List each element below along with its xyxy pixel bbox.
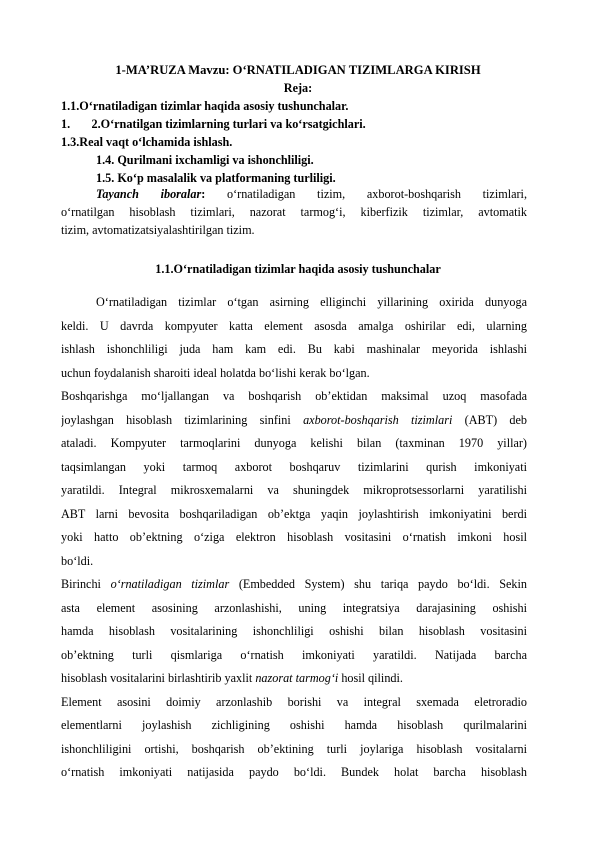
body-line: keldi. U davrda kompyuter katta element asosda amalga oshirilar edi, ularning xyxy=(61,318,527,333)
lecture-title: 1-MA’RUZA Mavzu: O‘RNATILADIGAN TIZIMLARGA KIRISH xyxy=(115,63,481,77)
body-line: uchun foydalanish sharoiti ideal holatda bo‘lishi kerak bo‘lgan. xyxy=(61,365,370,380)
emphasized-term: nazorat tarmog‘i xyxy=(255,671,339,685)
keywords-paragraph: Tayanch iboralar: o‘rnatiladigan tizim, axborot-boshqarish tizimlari, o‘rnatilgan hisoblash tizimlari, nazorat tarmog‘i, kiberfizik tizimlar, avtomatik tizim, avtomatizatsiyalashtirilgan tizim. xyxy=(61,187,527,237)
section-body xyxy=(61,291,527,785)
body-line: Boshqarishga mo‘ljallangan va boshqarish ob’ektidan maksimal uzoq masofada xyxy=(61,389,527,403)
plan-item: 1.1.O‘rnatiladigan tizimlar haqida asosiy tushunchalar. xyxy=(61,99,349,113)
body-line: hisoblash vositalarini birlashtirib yaxlit nazorat tarmog‘i hosil qilindi. xyxy=(61,671,403,685)
body-line: elementlarni joylashish zichligining oshishi hamda hisoblash qurilmalarini xyxy=(61,718,527,732)
body-line: ishlash ishonchliligi juda ham kam edi. Bu kabi mashinalar meyorida ishlashi xyxy=(61,342,527,356)
emphasized-term: o‘rnatiladigan tizimlar xyxy=(110,577,230,591)
plan-item: 1.3.Real vaqt o‘lchamida ishlash. xyxy=(61,135,233,149)
keywords-line: o‘rnatilgan hisoblash tizimlari, nazorat tarmog‘i, kiberfizik tizimlar, avtomatik xyxy=(61,205,527,219)
body-line: asta element asosining arzonlashishi, uning integratsiya darajasining oshishi xyxy=(61,600,527,615)
body-line: taqsimlangan yoki tarmoq axborot boshqaruv tizimlarini qurish imkoniyati xyxy=(61,459,527,474)
keywords-label: Tayanch iboralar xyxy=(96,187,202,201)
plan-item: 1.5. Ko‘p masalalik va platformaning turliligi. xyxy=(96,171,336,185)
keywords-line: tizim, avtomatizatsiyalashtirilgan tizim. xyxy=(61,223,255,237)
body-line: Birinchi o‘rnatiladigan tizimlar (Embedded System) shu tariqa paydo bo‘ldi. Sekin xyxy=(61,577,527,591)
plan-heading: Reja: xyxy=(283,81,313,95)
body-line: joylashgan hisoblash tizimlarining sinfini axborot-boshqarish tizimlari (ABT) deb xyxy=(61,412,527,427)
keywords-line: o‘rnatiladigan tizim, axborot-boshqarish tizimlari, xyxy=(205,187,527,201)
plan-item: 1.4. Qurilmani ixchamligi va ishonchliligi. xyxy=(96,153,314,167)
section-heading: 1.1.O‘rnatiladigan tizimlar haqida asosiy tushunchalar xyxy=(155,262,441,276)
body-line: ob’ektning turli qismlariga o‘rnatish imkoniyati yaratildi. Natijada barcha xyxy=(61,647,527,662)
body-line: o‘rnatish imkoniyati natijasida paydo bo‘ldi. Bundek holat barcha hisoblash xyxy=(61,765,527,779)
body-line: ABT larni bevosita boshqariladigan ob’ektga yaqin joylashtirish imkoniyatini berdi xyxy=(61,506,527,521)
body-line: hamda hisoblash vositalarining ishonchliligi oshishi bilan hisoblash vositasini xyxy=(61,624,527,638)
body-line: ishonchliligini ortishi, boshqarish ob’ektining turli joylariga hisoblash vositalarni xyxy=(61,741,527,756)
body-line: O‘rnatiladigan tizimlar o‘tgan asirning elliginchi yillarining oxirida dunyoga xyxy=(96,295,527,309)
emphasized-term: axborot-boshqarish tizimlari xyxy=(303,412,453,427)
body-line: ataladi. Kompyuter tarmoqlarini dunyoga kelishi bilan (taxminan 1970 yillar) xyxy=(61,436,527,450)
body-line: bo‘ldi. xyxy=(61,553,94,568)
body-line: yoki hatto ob’ektning o‘ziga elektron hisoblash vositasini o‘rnatish imkoni hosil xyxy=(61,530,527,544)
body-line: yaratildi. Integral mikrosxemalarni va shuningdek mikroprotsessorlarni yaratilishi xyxy=(61,483,527,497)
plan-item: 1. 2.O‘rnatilgan tizimlarning turlari va ko‘rsatgichlari. xyxy=(61,117,366,131)
body-line: Element asosini doimiy arzonlashib borishi va integral sxemada eletroradio xyxy=(61,694,527,709)
